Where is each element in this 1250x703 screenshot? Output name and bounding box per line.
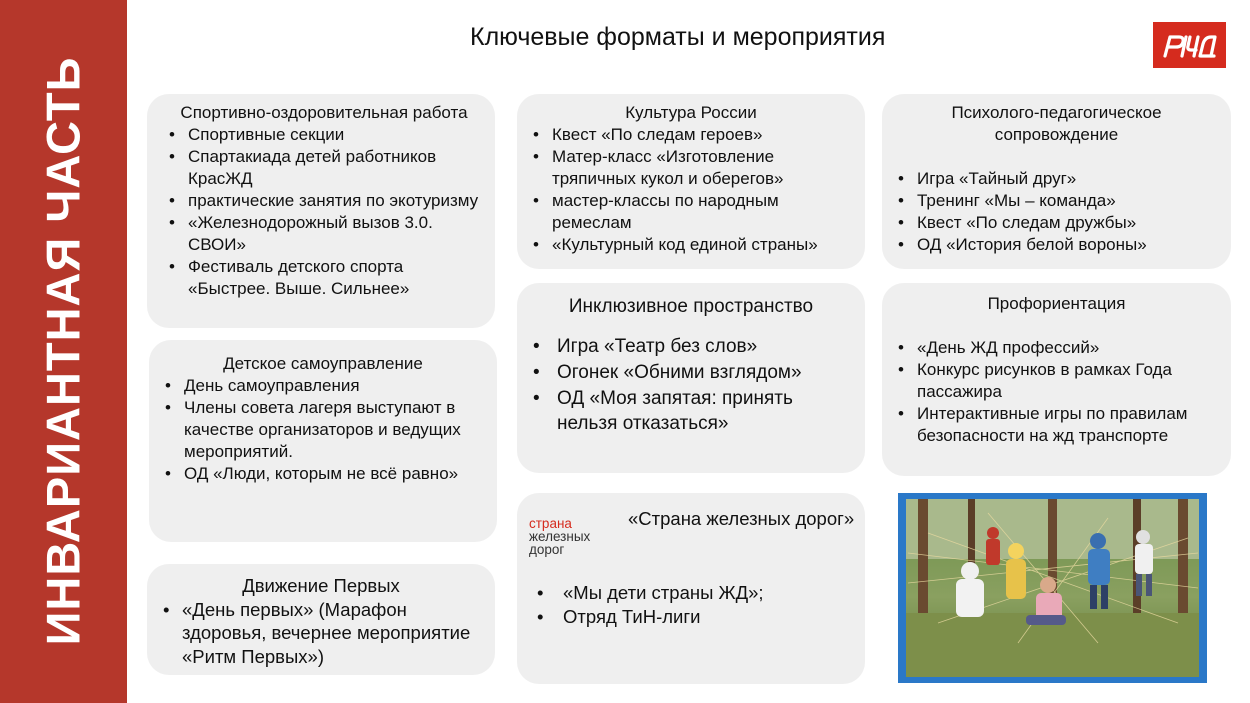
card-movement-first	[147, 564, 495, 675]
card-title: «Страна железных дорог»	[628, 508, 855, 529]
card-sport	[147, 94, 495, 328]
card-title: Детское самоуправление	[223, 354, 423, 373]
list-item: • Игра «Театр без слов»	[531, 334, 851, 359]
page-title: Ключевые форматы и мероприятия	[470, 23, 886, 51]
sidebar	[0, 0, 127, 703]
item-list	[896, 168, 1217, 256]
card-title: Движение Первых	[242, 575, 400, 596]
brand-line: страна	[529, 516, 572, 531]
list-item: • ОД «История белой вороны»	[896, 234, 1217, 256]
card-career	[882, 283, 1231, 476]
rail-country-logo	[529, 517, 590, 556]
list-item: • «День первых» (Марафон здоровья, вечернее мероприятие «Ритм Первых»)	[161, 598, 481, 669]
item-list	[531, 124, 851, 256]
list-item: • Огонек «Обними взглядом»	[531, 360, 851, 385]
list-item: • Тренинг «Мы – команда»	[896, 190, 1217, 212]
list-item: • Фестиваль детского спорта «Быстрее. Выше. Сильнее»	[167, 256, 481, 300]
rzd-logo-mark	[1153, 22, 1226, 68]
item-list	[167, 124, 481, 300]
card-psychology	[882, 94, 1231, 269]
list-item: • Конкурс рисунков в рамках Года пассажира	[896, 359, 1217, 403]
list-item: • мастер-классы по народным ремеслам	[531, 190, 851, 234]
list-item: • Квест «По следам дружбы»	[896, 212, 1217, 234]
list-item: • Спортивные секции	[167, 124, 481, 146]
list-item: • Квест «По следам героев»	[531, 124, 851, 146]
list-item: • День самоуправления	[163, 375, 483, 397]
item-list	[896, 337, 1217, 447]
card-culture	[517, 94, 865, 269]
list-item: • Члены совета лагеря выступают в качестве организаторов и ведущих мероприятий.	[163, 397, 483, 463]
item-list	[161, 598, 481, 669]
item-list	[531, 334, 851, 436]
card-title: Культура России	[625, 103, 757, 122]
list-item: • «День ЖД профессий»	[896, 337, 1217, 359]
list-item: • «Мы дети страны ЖД»;	[535, 581, 855, 605]
list-item: • Отряд ТиН-лиги	[535, 605, 855, 629]
card-rail-country	[517, 493, 865, 684]
card-title: Инклюзивное пространство	[568, 296, 814, 317]
list-item: • «Культурный код единой страны»	[531, 234, 851, 256]
card-inclusive	[517, 283, 865, 473]
sidebar-title: ИНВАРИАНТНАЯ ЧАСТЬ	[36, 56, 90, 646]
camp-photo	[898, 493, 1207, 683]
item-list	[163, 375, 483, 485]
list-item: • ОД «Люди, которым не всё равно»	[163, 463, 483, 485]
rzd-logo-icon	[1153, 22, 1226, 68]
card-title: Профориентация	[987, 294, 1126, 313]
card-title: Спортивно-оздоровительная работа	[180, 103, 468, 122]
brand-line: железных	[529, 529, 591, 544]
list-item: • ОД «Моя запятая: принять нельзя отказаться»	[531, 386, 851, 436]
item-list	[535, 581, 855, 629]
list-item: • практические занятия по экотуризму	[167, 190, 481, 212]
list-item: • Матер-класс «Изготовление тряпичных кукол и оберегов»	[531, 146, 851, 190]
brand-line: дорог	[529, 542, 565, 557]
card-self-government	[149, 340, 497, 542]
children-playing-image	[898, 493, 1207, 683]
list-item: • Игра «Тайный друг»	[896, 168, 1217, 190]
card-title: Психолого-педагогическое сопровождение	[951, 103, 1162, 144]
list-item: • Спартакиада детей работников КрасЖД	[167, 146, 481, 190]
list-item: • Интерактивные игры по правилам безопасности на жд транспорте	[896, 403, 1217, 447]
list-item: • «Железнодорожный вызов 3.0. СВОИ»	[167, 212, 481, 256]
